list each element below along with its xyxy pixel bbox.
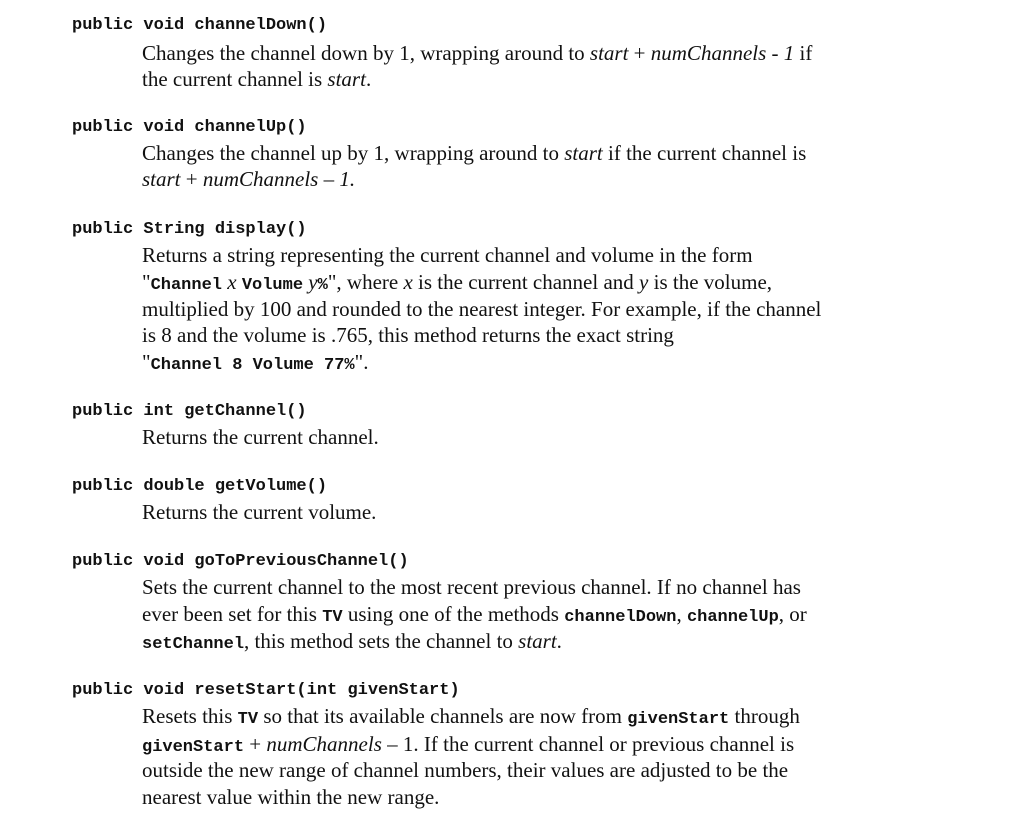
text-segment: " xyxy=(142,270,151,294)
description-line xyxy=(142,296,821,322)
code-text: TV xyxy=(322,608,343,627)
description-line xyxy=(142,757,788,783)
method-signature: public void channelDown() xyxy=(72,16,328,35)
code-text: givenStart xyxy=(142,738,245,757)
method-signature: public double getVolume() xyxy=(72,477,328,496)
description-line xyxy=(142,40,812,66)
text-segment: nearest value within the new range. xyxy=(142,785,440,809)
description-line xyxy=(142,784,439,810)
italic-text: numChannels xyxy=(650,41,767,65)
text-segment: + xyxy=(628,41,651,65)
method-signature: public String display() xyxy=(72,220,307,239)
text-segment: Changes the channel down by 1, wrapping around to xyxy=(142,41,590,65)
code-text: channelUp xyxy=(686,608,779,627)
description-line xyxy=(142,601,807,631)
text-segment: – xyxy=(318,167,340,191)
method-signature: public void resetStart(int givenStart) xyxy=(72,681,460,700)
italic-text: 1 xyxy=(783,41,795,65)
description-line xyxy=(142,349,368,379)
text-segment: the current channel is xyxy=(142,67,328,91)
text-segment: . xyxy=(556,629,562,653)
text-segment: if xyxy=(794,41,813,65)
text-segment: Returns a string representing the current channel and volume in the form xyxy=(142,243,753,267)
description-line xyxy=(142,140,806,166)
text-segment: using one of the methods xyxy=(342,602,565,626)
description-line xyxy=(142,424,379,450)
italic-text: x xyxy=(403,270,413,294)
text-segment: . xyxy=(365,67,372,91)
italic-text: y xyxy=(308,270,318,294)
text-segment: is the volume, xyxy=(648,270,773,294)
italic-text: y xyxy=(639,270,649,294)
text-segment: Returns the current volume. xyxy=(142,500,377,524)
code-text: channelDown xyxy=(564,608,677,627)
text-segment: - xyxy=(766,41,784,65)
italic-text: start xyxy=(589,41,629,65)
code-text: givenStart xyxy=(627,710,730,729)
text-segment: Changes the channel up by 1, wrapping around to xyxy=(142,141,565,165)
code-text: Channel 8 Volume 77% xyxy=(150,356,355,375)
text-segment: so that its available channels are now from xyxy=(258,704,628,728)
description-line xyxy=(142,66,371,92)
code-text: Channel xyxy=(150,276,222,295)
text-segment: ever been set for this xyxy=(142,602,323,626)
description-line xyxy=(142,322,674,348)
italic-text: start xyxy=(142,167,181,191)
text-segment: is 8 and the volume is .765, this method returns the exact string xyxy=(142,323,674,347)
description-line xyxy=(142,242,753,268)
italic-text: start xyxy=(518,629,557,653)
text-segment: multiplied by 100 and rounded to the nearest integer. For example, if the channel xyxy=(142,297,822,321)
text-segment: + xyxy=(180,167,203,191)
italic-text: numChannels xyxy=(266,732,382,756)
code-text: Volume xyxy=(241,276,304,295)
italic-text: 1. xyxy=(339,167,356,191)
text-segment: – 1. If the current channel or previous channel is xyxy=(381,732,795,756)
text-segment: , xyxy=(676,602,687,626)
text-segment: , this method sets the channel to xyxy=(244,629,519,653)
code-text: % xyxy=(317,276,328,295)
text-segment: " xyxy=(142,350,151,374)
text-segment: + xyxy=(244,732,267,756)
code-text: setChannel xyxy=(142,635,245,654)
text-segment: ", where xyxy=(327,270,404,294)
text-segment: outside the new range of channel numbers, their values are adjusted to be the xyxy=(142,758,789,782)
description-line xyxy=(142,269,772,299)
text-segment: , or xyxy=(778,602,807,626)
italic-text: start xyxy=(564,141,603,165)
method-signature: public int getChannel() xyxy=(72,402,307,421)
description-line xyxy=(142,166,355,192)
text-segment: Sets the current channel to the most recent previous channel. If no channel has xyxy=(142,575,801,599)
text-segment: through xyxy=(729,704,800,728)
text-segment: is the current channel and xyxy=(412,270,640,294)
description-line xyxy=(142,628,562,658)
italic-text: start xyxy=(327,67,366,91)
text-segment: Returns the current channel. xyxy=(142,425,379,449)
method-signature: public void goToPreviousChannel() xyxy=(72,552,409,571)
italic-text: numChannels xyxy=(202,167,319,191)
text-segment: if the current channel is xyxy=(602,141,807,165)
text-segment: ". xyxy=(354,350,369,374)
code-text: TV xyxy=(237,710,259,729)
method-signature: public void channelUp() xyxy=(72,118,307,137)
text-segment: Resets this xyxy=(142,704,238,728)
description-line xyxy=(142,499,376,525)
description-line xyxy=(142,574,801,600)
description-line xyxy=(142,703,800,733)
italic-text: x xyxy=(227,270,237,294)
